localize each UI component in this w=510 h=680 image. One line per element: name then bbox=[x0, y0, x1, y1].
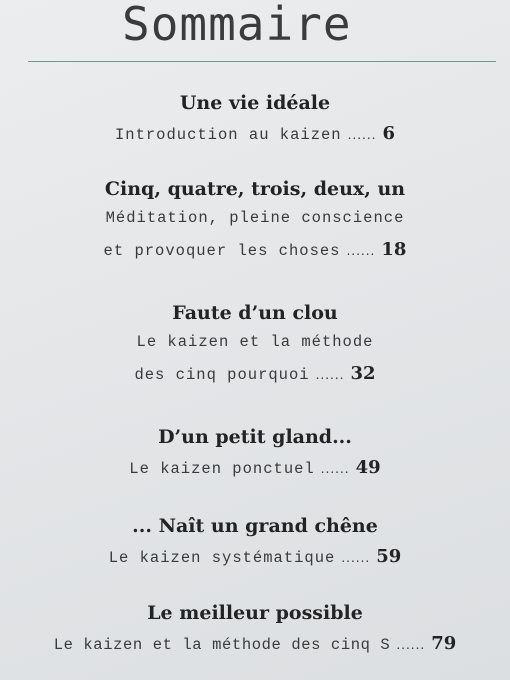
chapter-subtitle-text: et provoquer les choses bbox=[103, 242, 341, 260]
page-title: Sommaire bbox=[122, 0, 352, 51]
chapter-subtitle-line bbox=[0, 232, 510, 269]
chapter-3 bbox=[0, 300, 510, 393]
chapter-subtitle-line bbox=[0, 539, 510, 576]
chapter-subtitle-line bbox=[0, 450, 510, 487]
chapter-title: D’un petit gland... bbox=[158, 426, 352, 448]
chapter-title: ... Naît un grand chêne bbox=[132, 515, 378, 537]
chapter-subtitle-line bbox=[0, 324, 510, 360]
leader-dots: ...... bbox=[347, 128, 377, 142]
leader-dots: ...... bbox=[396, 638, 426, 652]
title-underline bbox=[28, 61, 496, 62]
chapter-subtitle-text: Le kaizen et la méthode des cinq S bbox=[53, 636, 391, 654]
chapter-title: Le meilleur possible bbox=[147, 602, 363, 624]
leader-dots: ...... bbox=[346, 244, 376, 258]
chapter-subtitle-line bbox=[0, 116, 510, 153]
page-number: 79 bbox=[431, 633, 457, 654]
chapter-2 bbox=[0, 176, 510, 269]
chapter-subtitle-text: Le kaizen systématique bbox=[108, 549, 336, 567]
chapter-subtitle-line bbox=[0, 200, 510, 236]
leader-dots: ...... bbox=[320, 462, 350, 476]
page-number: 18 bbox=[381, 239, 407, 260]
page-number: 6 bbox=[382, 123, 396, 144]
chapter-title: Cinq, quatre, trois, deux, un bbox=[104, 178, 406, 200]
chapter-subtitle-text: Méditation, pleine conscience bbox=[105, 209, 405, 227]
chapter-subtitle-text: Introduction au kaizen bbox=[114, 126, 342, 144]
page-number: 49 bbox=[355, 457, 381, 478]
chapter-subtitle-text: Le kaizen et la méthode bbox=[136, 333, 374, 351]
chapter-subtitle-line bbox=[0, 626, 510, 663]
leader-dots: ...... bbox=[341, 551, 371, 565]
chapter-4 bbox=[0, 424, 510, 487]
chapter-title: Faute d’un clou bbox=[172, 302, 338, 324]
chapter-5 bbox=[0, 513, 510, 576]
chapter-6 bbox=[0, 600, 510, 663]
page-number: 32 bbox=[350, 363, 376, 384]
leader-dots: ...... bbox=[315, 368, 345, 382]
chapter-1 bbox=[0, 90, 510, 153]
page-number: 59 bbox=[376, 546, 402, 567]
chapter-subtitle-text: Le kaizen ponctuel bbox=[129, 460, 315, 478]
chapter-subtitle-line bbox=[0, 356, 510, 393]
chapter-title: Une vie idéale bbox=[179, 92, 331, 114]
chapter-subtitle-text: des cinq pourquoi bbox=[134, 366, 310, 384]
